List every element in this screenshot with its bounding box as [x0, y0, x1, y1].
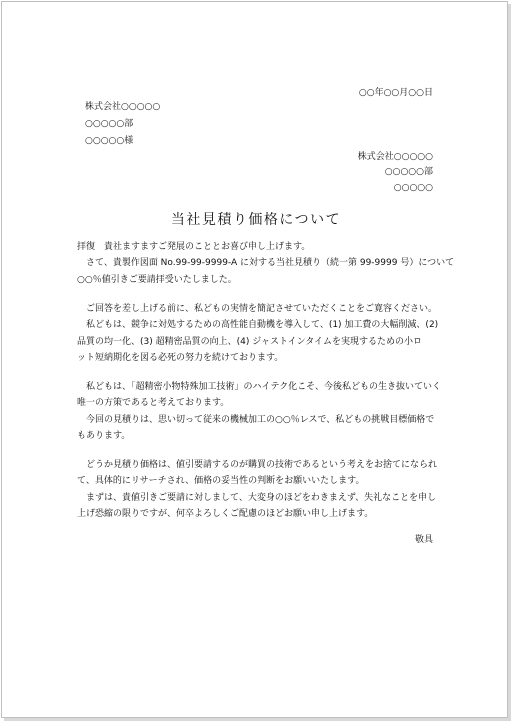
body-paragraph: [77, 239, 457, 288]
body-line: まずは、貴値引きご要請に対しまして、大変身のほどをわきまえず、失礼なことを申し: [77, 492, 437, 503]
body-paragraph: [77, 457, 457, 523]
body-line: 私どもは、競争に対処するための高性能自動機を導入して、(1) 加工費の大幅削減、(2): [77, 320, 439, 331]
letter-title: 当社見積り価格について: [170, 212, 342, 228]
recipient-department: ○○○○○部: [85, 119, 134, 129]
body-line: 拝復 貴社ますますご発展のこととお喜び申し上げます。: [77, 242, 311, 252]
sender-department: ○○○○○部: [384, 167, 433, 177]
body-paragraph: [77, 379, 457, 445]
body-line: ○○％値引きご要請拝受いたしました。: [77, 274, 237, 285]
body-line: どうか見積り価格は、値引要請するのが購買の技術であるという考えをお捨てになられ: [77, 460, 438, 471]
letter-body: [77, 239, 457, 523]
recipient-company: 株式会社○○○○○: [85, 102, 161, 112]
body-line: さて、貴製作図面 No.99-99-9999-A に対する当社見積り（続一第 99-9999 号）について: [77, 258, 455, 269]
body-line: て、具体的にリサーチされ、価格の妥当性の判断をお願いいたします。: [77, 476, 365, 487]
body-paragraph: [77, 301, 457, 367]
body-line: 今回の見積りは、思い切って従来の機械加工の○○％レスで、私どもの挑戦目標価格で: [77, 414, 435, 425]
body-line: 私どもは、「超精密小物特殊加工技術」のハイテク化こそ、今後私どもの生き抜いていく: [77, 381, 441, 392]
letter-closing: 敬具: [414, 535, 433, 545]
sender-company: 株式会社○○○○○: [357, 152, 433, 162]
body-line: 上げ恐縮の限りですが、何卒よろしくご配慮のほどお願い申し上げます。: [77, 509, 374, 520]
recipient-name: ○○○○○様: [85, 136, 134, 146]
body-line: 品質の均一化、(3) 超精密品質の向上、(4) ジャストインタイムを実現するための小ロ: [77, 336, 423, 347]
body-line: ット短納期化を図る必死の努力を続けております。: [77, 352, 284, 363]
body-line: もあります。: [77, 431, 131, 442]
body-line: ご回答を差し上げる前に、私どもの実情を簡記させていただくことをご寛容ください。: [77, 303, 438, 314]
letter-date: ○○年○○月○○日: [358, 88, 433, 98]
body-line: 唯一の方策であると考えております。: [77, 398, 230, 409]
sender-name: ○○○○○: [393, 183, 433, 193]
